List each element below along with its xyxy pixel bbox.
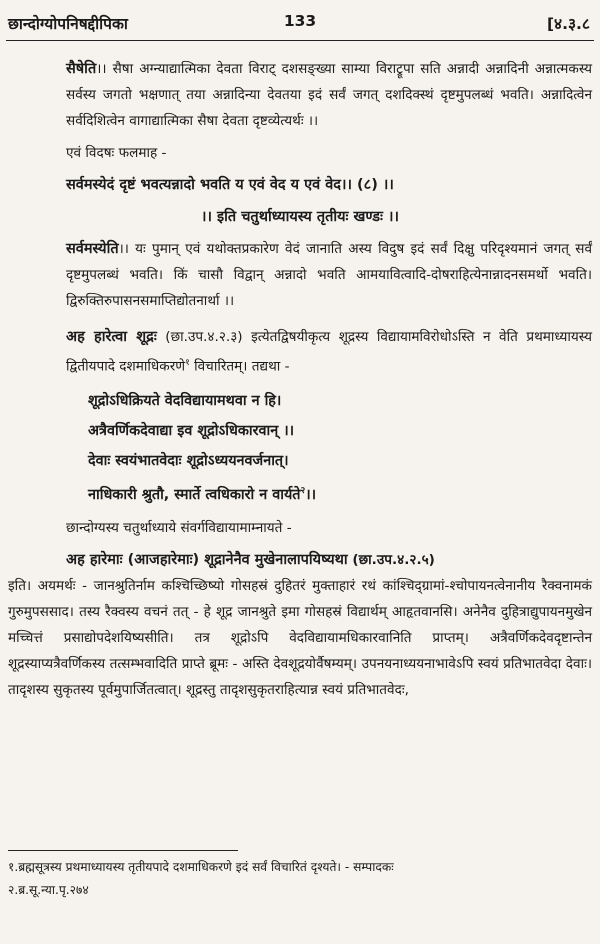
paragraph-saisheti (8, 56, 592, 134)
header-divider (6, 40, 594, 41)
verse-line-3: देवाः स्वयंभातवेदाः शूद्रोऽध्ययनवर्जनात्। (88, 452, 289, 469)
footnotes (8, 856, 592, 902)
running-header (8, 8, 592, 38)
commentary-text: (छा.उप.४.२.३) इत्येतद्विषयीकृत्य शूद्रस्य विद्यायामविरोधोऽस्ति न वेति प्रथमाध्यायस्य द्वितीयपादे दशमाधिकरणे (66, 329, 592, 375)
verse-line-4-text: नाधिकारी श्रुतौ, स्मार्ते त्वधिकारो न वार्यते (88, 486, 301, 503)
footnote-marker-2: २ (300, 485, 306, 496)
paragraph-intro-fruit: एवं विदषः फलमाह - (66, 145, 167, 161)
citation-reference: (छा.उप.४.२.५) (347, 552, 435, 569)
verse-line-4 (8, 476, 592, 510)
paragraph-explanation: इति। अयमर्थः - जानश्रुतिर्नाम कश्चिच्छिष्यो गोसहस्रं दुहितरं मुक्ताहारं रथं कांश्चिद्ग्रामां-श्चोपायनत्वेनानीय रैक्वनामकं गुरुमुपससाद। तस्य रैक्वस्य वचनं तत् - हे शूद्र जानश्रुते इमा गोसहस्रं विद्यार्थम् आहृतवानसि। अनेनैव दुहित्राद्युपायनमुखेन मच्चित्तं प्रसाद्योपदेशयिष्यसीति। तत्र शूद्रोऽपि वेदविद्यायामधिकारवानिति प्राप्तम्। अत्रैवर्णिकदेवदृष्टान्तेन शूद्रस्याप्यत्रैवर्णिकस्य तत्सम्भवादिति प्राप्ते ब्रूमः - अस्ति देवशूद्रयोर्वैषम्यम्। उपनयनाध्ययनाभावेऽपि स्वयं प्रतिभातवेदा देवाः। तादृशस्य सुकृतस्य पूर्वमुपार्जितत्वात्। शूद्रस्तु तादृशसुकृतराहित्यान्न स्वयं प्रतिभातवेदः, (8, 578, 592, 699)
page-number: 133 (283, 12, 317, 30)
lemma-aha-harema: अह हारेमाः (आजहारेमाः) शूद्रानेनैव मुखेनालापयिष्यथा (66, 552, 348, 569)
mantra-aha-harema (8, 547, 592, 573)
lemma-saisheti: सैषेति (66, 61, 97, 77)
section-reference: [४.३.८ (546, 15, 590, 33)
running-title: छान्दोग्योपनिषद्दीपिका (8, 15, 128, 33)
paragraph-sarvamasyeti (8, 236, 592, 314)
footnote-marker-1: १ (185, 358, 190, 368)
mantra-verse-8: सर्वमस्येदं दृष्टं भवत्यन्नादो भवति य एवं वेद य एवं वेद।। (८) ।। (66, 177, 394, 193)
commentary-text: ।। सैषा अग्न्याद्यात्मिका देवता विराट् दशसङ्ख्या साम्या विराट्रूपा सति अन्नादी अन्नादिनी अन्नात्मकस्य सर्वस्य जगतो भक्षणात् तया अन्नादिन्या देवतया इदं सर्वं जगत् दशदिक्स्थं दृष्टमुपलब्धं भवति। अन्नादित्वेन सर्वदिशित्वेन वागाद्यात्मिका सैषा देवता दृष्टव्येत्यर्थः ।। (66, 61, 592, 129)
verse-line-4-end: ।। (305, 486, 317, 503)
paragraph-shudra-topic (8, 324, 592, 380)
footnote-2: २.ब्र.सू.न्या.पृ.२७४ (8, 883, 89, 897)
footnote-divider (8, 850, 238, 851)
section-colophon: ।। इति चतुर्थाध्यायस्य तृतीयः खण्डः ।। (201, 209, 399, 225)
verse-line-2: अत्रैवर्णिकदेवाद्या इव शूद्रोऽधिकारवान् ।। (88, 422, 295, 439)
verse-block (8, 386, 592, 510)
commentary-text: ।। यः पुमान् एवं यथोक्तप्रकारेण वेदं जानाति अस्य विदुष इदं सर्वं दिक्षु परिदृश्यमानं जगत् सर्वं दृष्टमुपलब्धं भवति। किं चासौ विद्वान् अन्नादो भवति आमयावित्वादि-दोषराहित्येनान्नादनसमर्थो भवति। द्विरुक्तिरुपासनसमाप्तिद्योतनार्था ।। (66, 241, 592, 309)
lemma-aha-haretva: अह हारेत्वा शूद्रः (66, 329, 157, 345)
commentary-text-end: विचारितम्। तद्यथा - (189, 358, 290, 375)
lemma-sarvamasyeti: सर्वमस्येति (66, 241, 119, 257)
footnote-1: १.ब्रह्मसूत्रस्य प्रथमाध्यायस्य तृतीयपादे दशमाधिकरणे इदं सर्वं विचारितं दृश्यते। - सम्पादकः (8, 860, 394, 874)
page-body (8, 56, 592, 703)
verse-line-1: शूद्रोऽधिक्रियते वेदविद्यायामथवा न हि। (88, 392, 282, 409)
paragraph-samvarga: छान्दोग्यस्य चतुर्थाध्याये संवर्गविद्यायामाम्नायते - (66, 520, 292, 537)
